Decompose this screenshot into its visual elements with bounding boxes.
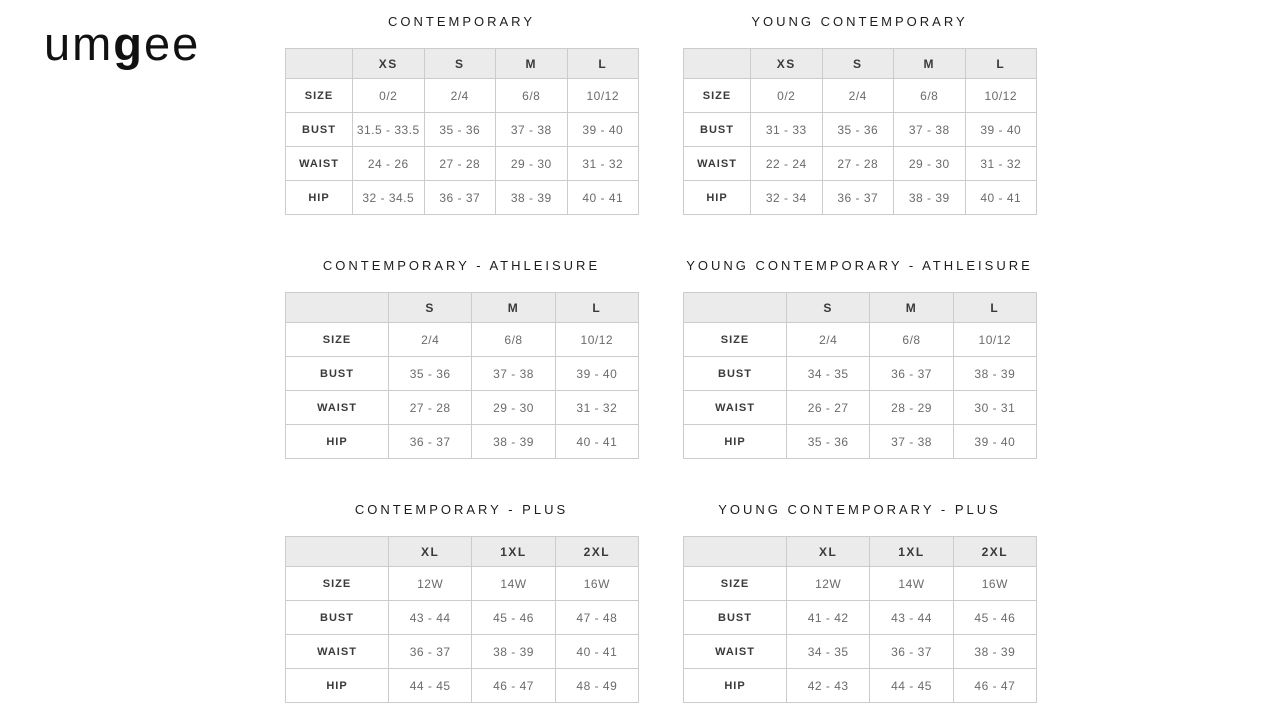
cell-value: 31 - 32 [965,147,1037,181]
corner-cell [684,293,787,323]
chart-title: CONTEMPORARY - PLUS [354,502,569,517]
cell-value: 36 - 37 [389,425,472,459]
row-label: HIP [286,181,353,215]
cell-value: 31 - 32 [567,147,639,181]
column-header-s: S [787,293,870,323]
row-label: BUST [684,601,787,635]
column-header-m: M [496,49,568,79]
column-header-m: M [472,293,555,323]
cell-value: 6/8 [496,79,568,113]
cell-value: 39 - 40 [953,425,1036,459]
column-header-2xl: 2XL [555,537,638,567]
cell-value: 14W [870,567,953,601]
table-row-size [684,79,1037,113]
chart-title: CONTEMPORARY - ATHLEISURE [322,258,601,273]
row-label: BUST [286,113,353,147]
cell-value: 39 - 40 [567,113,639,147]
cell-value: 24 - 26 [353,147,425,181]
cell-value: 10/12 [965,79,1037,113]
row-label: BUST [286,601,389,635]
row-label: WAIST [286,147,353,181]
column-header-1xl: 1XL [472,537,555,567]
cell-value: 39 - 40 [965,113,1037,147]
row-label: HIP [286,425,389,459]
header-row [286,49,639,79]
cell-value: 29 - 30 [894,147,966,181]
cell-value: 28 - 29 [870,391,953,425]
row-label: HIP [684,425,787,459]
cell-value: 35 - 36 [822,113,894,147]
size-chart-table-contemporary-athleisure [285,292,639,459]
column-header-m: M [870,293,953,323]
cell-value: 32 - 34 [751,181,823,215]
cell-value: 2/4 [389,323,472,357]
header-row [286,293,639,323]
brand-logo-part2: g [113,17,145,70]
column-header-xs: XS [353,49,425,79]
column-header-l: L [555,293,638,323]
cell-value: 37 - 38 [496,113,568,147]
cell-value: 2/4 [787,323,870,357]
cell-value: 43 - 44 [389,601,472,635]
corner-cell [286,293,389,323]
cell-value: 34 - 35 [787,635,870,669]
cell-value: 0/2 [751,79,823,113]
size-chart-section-young-contemporary-athleisure [683,258,1036,459]
row-label: WAIST [286,391,389,425]
cell-value: 36 - 37 [870,635,953,669]
cell-value: 40 - 41 [555,425,638,459]
row-label: SIZE [286,567,389,601]
row-label: SIZE [684,567,787,601]
cell-value: 37 - 38 [894,113,966,147]
cell-value: 40 - 41 [965,181,1037,215]
cell-value: 30 - 31 [953,391,1036,425]
table-row-bust [684,357,1037,391]
cell-value: 31.5 - 33.5 [353,113,425,147]
table-row-waist [286,147,639,181]
chart-title: YOUNG CONTEMPORARY - PLUS [718,502,1001,517]
table-row-hip [286,669,639,703]
cell-value: 6/8 [472,323,555,357]
cell-value: 12W [389,567,472,601]
corner-cell [684,49,751,79]
table-row-hip [684,669,1037,703]
size-chart-table-young-contemporary [683,48,1037,215]
row-label: HIP [684,181,751,215]
cell-value: 10/12 [567,79,639,113]
column-header-l: L [965,49,1037,79]
cell-value: 12W [787,567,870,601]
cell-value: 48 - 49 [555,669,638,703]
chart-title: YOUNG CONTEMPORARY - ATHLEISURE [686,258,1033,273]
table-row-waist [286,635,639,669]
header-row [684,537,1037,567]
row-label: BUST [286,357,389,391]
size-chart-section-contemporary-athleisure [285,258,638,459]
size-chart-section-contemporary [285,14,638,215]
size-chart-table-contemporary [285,48,639,215]
table-row-hip [286,181,639,215]
row-label: HIP [286,669,389,703]
column-header-xl: XL [787,537,870,567]
cell-value: 38 - 39 [894,181,966,215]
cell-value: 31 - 32 [555,391,638,425]
cell-value: 35 - 36 [787,425,870,459]
cell-value: 36 - 37 [870,357,953,391]
size-chart-section-young-contemporary-plus [683,502,1036,703]
table-row-bust [684,601,1037,635]
brand-logo [44,16,200,71]
table-row-hip [684,425,1037,459]
cell-value: 35 - 36 [389,357,472,391]
row-label: BUST [684,113,751,147]
cell-value: 38 - 39 [472,425,555,459]
cell-value: 42 - 43 [787,669,870,703]
cell-value: 40 - 41 [555,635,638,669]
size-chart-table-young-contemporary-plus [683,536,1037,703]
cell-value: 2/4 [822,79,894,113]
table-row-size [684,323,1037,357]
header-row [684,49,1037,79]
corner-cell [286,537,389,567]
cell-value: 6/8 [870,323,953,357]
cell-value: 32 - 34.5 [353,181,425,215]
cell-value: 43 - 44 [870,601,953,635]
cell-value: 34 - 35 [787,357,870,391]
column-header-s: S [389,293,472,323]
column-header-m: M [894,49,966,79]
cell-value: 41 - 42 [787,601,870,635]
cell-value: 16W [953,567,1036,601]
row-label: SIZE [684,79,751,113]
row-label: WAIST [684,147,751,181]
brand-logo-part3: ee [144,17,201,70]
cell-value: 45 - 46 [953,601,1036,635]
table-row-bust [684,113,1037,147]
cell-value: 46 - 47 [953,669,1036,703]
cell-value: 36 - 37 [822,181,894,215]
cell-value: 38 - 39 [953,635,1036,669]
cell-value: 16W [555,567,638,601]
column-header-2xl: 2XL [953,537,1036,567]
column-header-1xl: 1XL [870,537,953,567]
size-chart-table-young-contemporary-athleisure [683,292,1037,459]
cell-value: 35 - 36 [424,113,496,147]
column-header-l: L [567,49,639,79]
cell-value: 38 - 39 [472,635,555,669]
cell-value: 37 - 38 [472,357,555,391]
column-header-xl: XL [389,537,472,567]
brand-logo-part1: um [44,17,114,70]
cell-value: 45 - 46 [472,601,555,635]
cell-value: 10/12 [555,323,638,357]
row-label: SIZE [286,323,389,357]
column-header-xs: XS [751,49,823,79]
cell-value: 10/12 [953,323,1036,357]
header-row [286,537,639,567]
cell-value: 2/4 [424,79,496,113]
row-label: SIZE [684,323,787,357]
table-row-bust [286,113,639,147]
cell-value: 46 - 47 [472,669,555,703]
cell-value: 29 - 30 [472,391,555,425]
cell-value: 36 - 37 [424,181,496,215]
corner-cell [286,49,353,79]
table-row-waist [684,147,1037,181]
cell-value: 44 - 45 [389,669,472,703]
chart-title: YOUNG CONTEMPORARY [751,14,968,29]
table-row-bust [286,357,639,391]
cell-value: 36 - 37 [389,635,472,669]
cell-value: 47 - 48 [555,601,638,635]
table-row-waist [684,635,1037,669]
size-chart-table-contemporary-plus [285,536,639,703]
cell-value: 39 - 40 [555,357,638,391]
cell-value: 38 - 39 [953,357,1036,391]
table-row-size [286,79,639,113]
cell-value: 0/2 [353,79,425,113]
column-header-l: L [953,293,1036,323]
row-label: WAIST [684,391,787,425]
corner-cell [684,537,787,567]
cell-value: 27 - 28 [389,391,472,425]
cell-value: 38 - 39 [496,181,568,215]
cell-value: 27 - 28 [822,147,894,181]
table-row-size [286,567,639,601]
cell-value: 6/8 [894,79,966,113]
cell-value: 44 - 45 [870,669,953,703]
cell-value: 37 - 38 [870,425,953,459]
table-row-hip [684,181,1037,215]
size-chart-section-young-contemporary [683,14,1036,215]
table-row-waist [286,391,639,425]
cell-value: 31 - 33 [751,113,823,147]
cell-value: 14W [472,567,555,601]
row-label: HIP [684,669,787,703]
chart-title: CONTEMPORARY [388,14,535,29]
row-label: SIZE [286,79,353,113]
row-label: WAIST [286,635,389,669]
row-label: BUST [684,357,787,391]
table-row-size [286,323,639,357]
column-header-s: S [424,49,496,79]
table-row-waist [684,391,1037,425]
table-row-bust [286,601,639,635]
header-row [684,293,1037,323]
cell-value: 22 - 24 [751,147,823,181]
column-header-s: S [822,49,894,79]
cell-value: 27 - 28 [424,147,496,181]
row-label: WAIST [684,635,787,669]
cell-value: 26 - 27 [787,391,870,425]
table-row-size [684,567,1037,601]
cell-value: 40 - 41 [567,181,639,215]
size-chart-section-contemporary-plus [285,502,638,703]
cell-value: 29 - 30 [496,147,568,181]
table-row-hip [286,425,639,459]
